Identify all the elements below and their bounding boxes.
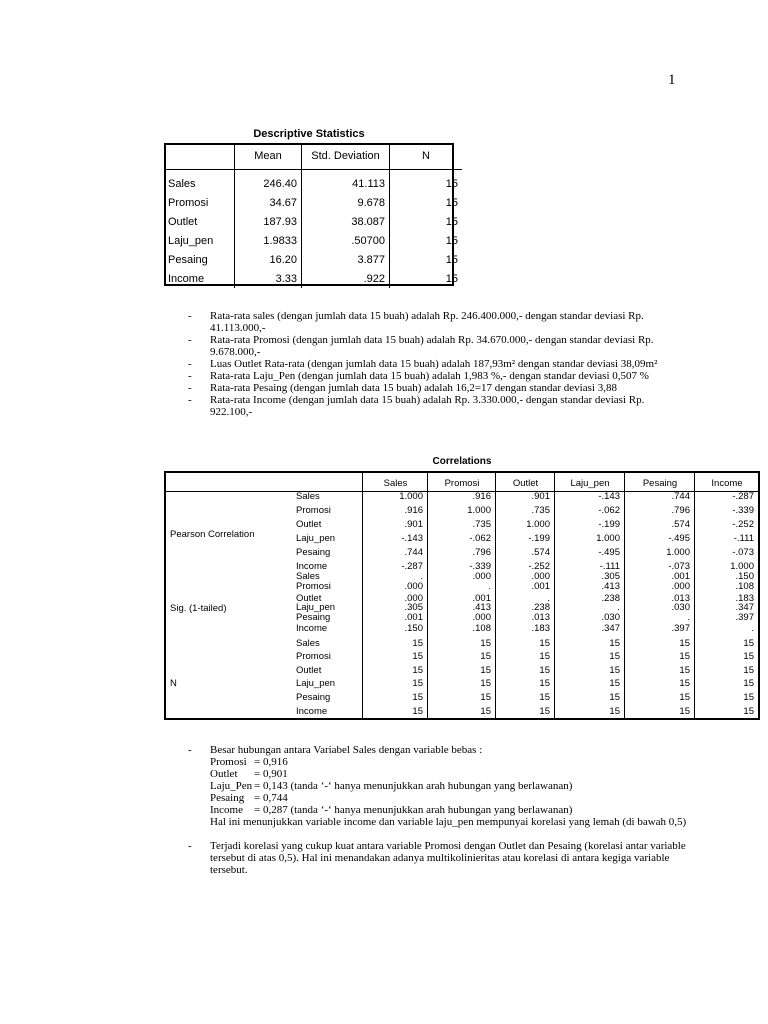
list-item-text: Rata-rata Pesaing (dengan jumlah data 15 buah) adalah 16,2=17 dengan standar deviasi 3,88 — [210, 382, 617, 394]
row-label: Sales — [168, 177, 196, 190]
table-cell: .013 — [671, 593, 690, 604]
list-item-text: Rata-rata sales (dengan jumlah data 15 buah) adalah Rp. 246.400.000,- dengan standar deviasi Rp. 41.113.000,- — [210, 310, 644, 334]
row-label: Income — [296, 706, 328, 717]
row-label: Promosi — [168, 196, 209, 209]
variable-name: Income — [210, 804, 243, 816]
bullet-dash: - — [188, 840, 192, 852]
row-label: Sales — [296, 571, 320, 582]
column-header-laju-pen: Laju_pen — [554, 473, 625, 491]
variable-value: = 0,916 — [254, 756, 288, 768]
table-cell: 15 — [743, 692, 754, 703]
row-label: Income — [296, 561, 328, 572]
table-cell: 1.9833 — [235, 231, 302, 250]
table-cell: 187.93 — [235, 212, 302, 231]
table-cell: 15 — [412, 638, 423, 649]
row-label: Income — [168, 272, 205, 285]
table-cell: .413 — [601, 581, 620, 592]
table-cell: 15 — [609, 692, 620, 703]
list-item — [188, 334, 688, 358]
table-cell: 15 — [609, 638, 620, 649]
column-header-promosi: Promosi — [427, 473, 496, 491]
table-cell: .347 — [601, 623, 620, 634]
correlation-line — [210, 804, 688, 816]
row-label: Laju_pen — [296, 602, 336, 613]
variable-value: = 0,744 — [254, 792, 288, 804]
list-item-conclusion: Hal ini menunjukkan variable income dan variable laju_pen mempunyai korelasi yang lemah (di bawah 0,5) — [210, 816, 687, 828]
row-label: Sales — [296, 638, 320, 649]
table-cell: 15 — [679, 638, 690, 649]
table-cell: .030 — [671, 602, 690, 613]
table-cell: .000 — [404, 593, 423, 604]
table-cell: 15 — [412, 678, 423, 689]
table-cell: 15 — [743, 706, 754, 717]
table-cell: .001 — [531, 581, 550, 592]
table-cell: -.339 — [732, 505, 754, 516]
correlation-line — [210, 756, 688, 768]
list-item — [188, 370, 688, 382]
table-cell: 15 — [679, 665, 690, 676]
table-cell: 15 — [390, 231, 463, 250]
list-item — [188, 358, 688, 370]
table-cell: .001 — [404, 612, 423, 623]
descriptive-statistics-title: Descriptive Statistics — [253, 128, 365, 140]
correlation-line — [210, 768, 688, 780]
row-label: Promosi — [296, 505, 331, 516]
variable-value: = 0,287 (tanda ‘-‘ hanya menunjukkan arah hubungan yang berlawanan) — [254, 804, 573, 816]
table-cell: .238 — [601, 593, 620, 604]
table-cell: 15 — [609, 706, 620, 717]
table-cell: 15 — [609, 651, 620, 662]
table-cell: .916 — [472, 491, 491, 502]
table-cell: 16.20 — [235, 250, 302, 269]
table-cell: 15 — [390, 212, 463, 231]
table-cell: .000 — [671, 581, 690, 592]
table-cell: -.287 — [401, 561, 423, 572]
table-row — [164, 250, 462, 269]
column-header-n: N — [390, 143, 463, 170]
table-cell: 15 — [679, 651, 690, 662]
table-cell: 15 — [609, 678, 620, 689]
row-label: Promosi — [296, 581, 331, 592]
list-item — [188, 394, 688, 418]
table-cell: .108 — [735, 581, 754, 592]
table-cell: 15 — [743, 665, 754, 676]
table-cell: 9.678 — [302, 193, 390, 212]
column-header-std-deviation: Std. Deviation — [302, 143, 390, 170]
row-label: Promosi — [296, 651, 331, 662]
table-cell: .796 — [472, 547, 491, 558]
table-cell: 38.087 — [302, 212, 390, 231]
table-cell: . — [687, 612, 690, 623]
row-label: Outlet — [296, 665, 322, 676]
correlations-table — [164, 471, 760, 720]
column-header-outlet: Outlet — [495, 473, 555, 491]
table-cell: 15 — [390, 269, 463, 288]
descriptive-statistics-table — [164, 143, 462, 288]
table-cell: .183 — [531, 623, 550, 634]
row-label: Pesaing — [296, 612, 331, 623]
descriptive-summary-list — [188, 310, 688, 418]
row-label: Income — [296, 623, 328, 634]
table-cell: -.073 — [732, 547, 754, 558]
table-cell: .901 — [531, 491, 550, 502]
bullet-dash: - — [188, 744, 192, 756]
table-cell: .150 — [404, 623, 423, 634]
table-cell: -.111 — [733, 533, 754, 544]
list-item — [188, 840, 688, 876]
table-cell: 15 — [539, 706, 550, 717]
list-item-text: Luas Outlet Rata-rata (dengan jumlah data 15 buah) adalah 187,93m² dengan standar deviasi 38,09m² — [210, 358, 658, 370]
correlation-line — [210, 780, 688, 792]
list-item-text: Terjadi korelasi yang cukup kuat antara variable Promosi dengan Outlet dan Pesaing (korelasi antar variable tersebut di atas 0,5). Hal ini menandakan adanya multikolinieritas atau korelasi di antara kegiga variable tersebut. — [210, 840, 686, 876]
bullet-dash: - — [188, 334, 192, 346]
table-cell: 1.000 — [526, 519, 550, 530]
row-label: Laju_pen — [296, 678, 336, 689]
variable-value: = 0,901 — [254, 768, 288, 780]
table-cell: . — [488, 581, 491, 592]
table-cell: -.143 — [598, 491, 620, 502]
table-cell: .50700 — [302, 231, 390, 250]
table-cell: 3.33 — [235, 269, 302, 288]
table-cell: 15 — [539, 678, 550, 689]
variable-name: Promosi — [210, 756, 247, 768]
table-cell: 1.000 — [730, 561, 754, 572]
table-cell: -.199 — [598, 519, 620, 530]
table-cell: 15 — [412, 651, 423, 662]
correlation-line — [210, 792, 688, 804]
variable-name: Outlet — [210, 768, 238, 780]
list-item — [188, 382, 688, 394]
table-cell: 15 — [743, 638, 754, 649]
table-cell: 15 — [390, 250, 463, 269]
table-cell: -.252 — [528, 561, 550, 572]
row-label: Sales — [296, 491, 320, 502]
table-cell: .735 — [531, 505, 550, 516]
table-cell: .574 — [531, 547, 550, 558]
table-cell: 15 — [679, 692, 690, 703]
table-cell: -.339 — [469, 561, 491, 572]
row-label: Laju_pen — [296, 533, 336, 544]
table-cell: 15 — [539, 665, 550, 676]
column-header — [164, 143, 235, 170]
table-cell: 15 — [480, 651, 491, 662]
table-cell: 1.000 — [666, 547, 690, 558]
table-cell: 15 — [679, 678, 690, 689]
table-cell: .030 — [601, 612, 620, 623]
table-cell: 15 — [743, 651, 754, 662]
list-item — [188, 744, 688, 828]
table-cell: 15 — [539, 651, 550, 662]
column-divider — [427, 473, 428, 718]
row-label: Outlet — [296, 593, 322, 604]
table-cell: 15 — [480, 678, 491, 689]
table-cell: . — [420, 571, 423, 582]
table-cell: 15 — [609, 665, 620, 676]
table-cell: .901 — [404, 519, 423, 530]
table-row — [164, 269, 462, 288]
table-cell: 41.113 — [302, 170, 390, 194]
list-item-text: Besar hubungan antara Variabel Sales dengan variable bebas : — [210, 744, 483, 756]
table-cell: .183 — [735, 593, 754, 604]
table-cell: .013 — [531, 612, 550, 623]
table-cell: -.062 — [598, 505, 620, 516]
row-label: Pesaing — [296, 547, 331, 558]
table-cell: 15 — [412, 692, 423, 703]
list-item — [188, 310, 688, 334]
variable-name: Laju_Pen — [210, 780, 253, 792]
table-cell: 15 — [480, 692, 491, 703]
page-number: 1 — [668, 72, 676, 88]
table-cell: .744 — [404, 547, 423, 558]
correlations-title: Correlations — [432, 456, 492, 467]
table-cell: -.062 — [469, 533, 491, 544]
table-cell: 15 — [412, 665, 423, 676]
table-row — [164, 212, 462, 231]
table-cell: .305 — [404, 602, 423, 613]
list-item-text: Rata-rata Income (dengan jumlah data 15 buah) adalah Rp. 3.330.000,- dengan standar deviasi Rp. 922.100,- — [210, 394, 645, 418]
table-row — [164, 231, 462, 250]
column-header-income: Income — [694, 473, 759, 491]
column-header-pesaing: Pesaing — [624, 473, 695, 491]
table-cell: .000 — [404, 581, 423, 592]
table-cell: 15 — [539, 692, 550, 703]
bullet-dash: - — [188, 370, 192, 382]
table-cell: -.073 — [668, 561, 690, 572]
table-cell: -.199 — [528, 533, 550, 544]
correlation-summary-list — [188, 744, 688, 888]
table-cell: .001 — [472, 593, 491, 604]
table-cell: 246.40 — [235, 170, 302, 194]
table-cell: -.111 — [599, 561, 620, 572]
table-cell: -.495 — [668, 533, 690, 544]
table-cell: 15 — [480, 665, 491, 676]
row-label: Outlet — [296, 519, 322, 530]
table-cell: . — [751, 623, 754, 634]
table-cell: .347 — [735, 602, 754, 613]
correlations-header-row — [166, 473, 758, 492]
table-cell: .916 — [404, 505, 423, 516]
table-cell: 15 — [539, 638, 550, 649]
table-cell: .796 — [671, 505, 690, 516]
table-cell: 15 — [390, 170, 463, 194]
table-cell: .735 — [472, 519, 491, 530]
table-cell: .000 — [472, 612, 491, 623]
table-cell: . — [617, 602, 620, 613]
table-cell: .922 — [302, 269, 390, 288]
row-label: Pesaing — [168, 253, 208, 266]
row-label: Outlet — [168, 215, 198, 228]
table-cell: 15 — [412, 706, 423, 717]
row-label: Laju_pen — [168, 234, 214, 247]
column-divider — [624, 473, 625, 718]
table-row — [164, 170, 462, 194]
column-header-mean: Mean — [235, 143, 302, 170]
table-cell: 1.000 — [399, 491, 423, 502]
table-cell: .413 — [472, 602, 491, 613]
table-cell: 34.67 — [235, 193, 302, 212]
list-item-text: Rata-rata Laju_Pen (dengan jumlah data 15 buah) adalah 1,983 %,- dengan standar deviasi 0,507 % — [210, 370, 649, 382]
variable-name: Pesaing — [210, 792, 245, 804]
bullet-dash: - — [188, 358, 192, 370]
table-cell: 15 — [480, 638, 491, 649]
table-cell: -.287 — [732, 491, 754, 502]
table-header-row — [164, 143, 462, 170]
table-cell: -.143 — [401, 533, 423, 544]
table-cell: 1.000 — [596, 533, 620, 544]
column-divider — [554, 473, 555, 718]
table-cell: 15 — [390, 193, 463, 212]
group-label: Pearson Correlation — [170, 529, 255, 540]
table-cell: 1.000 — [467, 505, 491, 516]
table-cell: 15 — [743, 678, 754, 689]
table-cell: .305 — [601, 571, 620, 582]
bullet-dash: - — [188, 382, 192, 394]
table-cell: .744 — [671, 491, 690, 502]
table-row — [164, 193, 462, 212]
list-item-text: Rata-rata Promosi (dengan jumlah data 15 buah) adalah Rp. 34.670.000,- dengan standar deviasi Rp. 9.678.000,- — [210, 334, 654, 358]
table-cell: 15 — [679, 706, 690, 717]
column-header-sales: Sales — [362, 473, 428, 491]
table-cell: 15 — [480, 706, 491, 717]
table-cell: .397 — [735, 612, 754, 623]
table-cell: .574 — [671, 519, 690, 530]
table-cell: .150 — [735, 571, 754, 582]
table-cell: 3.877 — [302, 250, 390, 269]
table-cell: .001 — [671, 571, 690, 582]
table-cell: . — [547, 593, 550, 604]
table-cell: .397 — [671, 623, 690, 634]
group-label: N — [170, 678, 177, 689]
table-cell: -.252 — [732, 519, 754, 530]
variable-value: = 0,143 (tanda ‘-‘ hanya menunjukkan arah hubungan yang berlawanan) — [254, 780, 573, 792]
bullet-dash: - — [188, 394, 192, 406]
table-cell: -.495 — [598, 547, 620, 558]
column-divider — [362, 473, 363, 718]
table-cell: .108 — [472, 623, 491, 634]
group-label: Sig. (1-tailed) — [170, 603, 227, 614]
table-cell: .000 — [472, 571, 491, 582]
row-label: Pesaing — [296, 692, 331, 703]
bullet-dash: - — [188, 310, 192, 322]
table-cell: .238 — [531, 602, 550, 613]
table-cell: .000 — [531, 571, 550, 582]
column-divider — [694, 473, 695, 718]
